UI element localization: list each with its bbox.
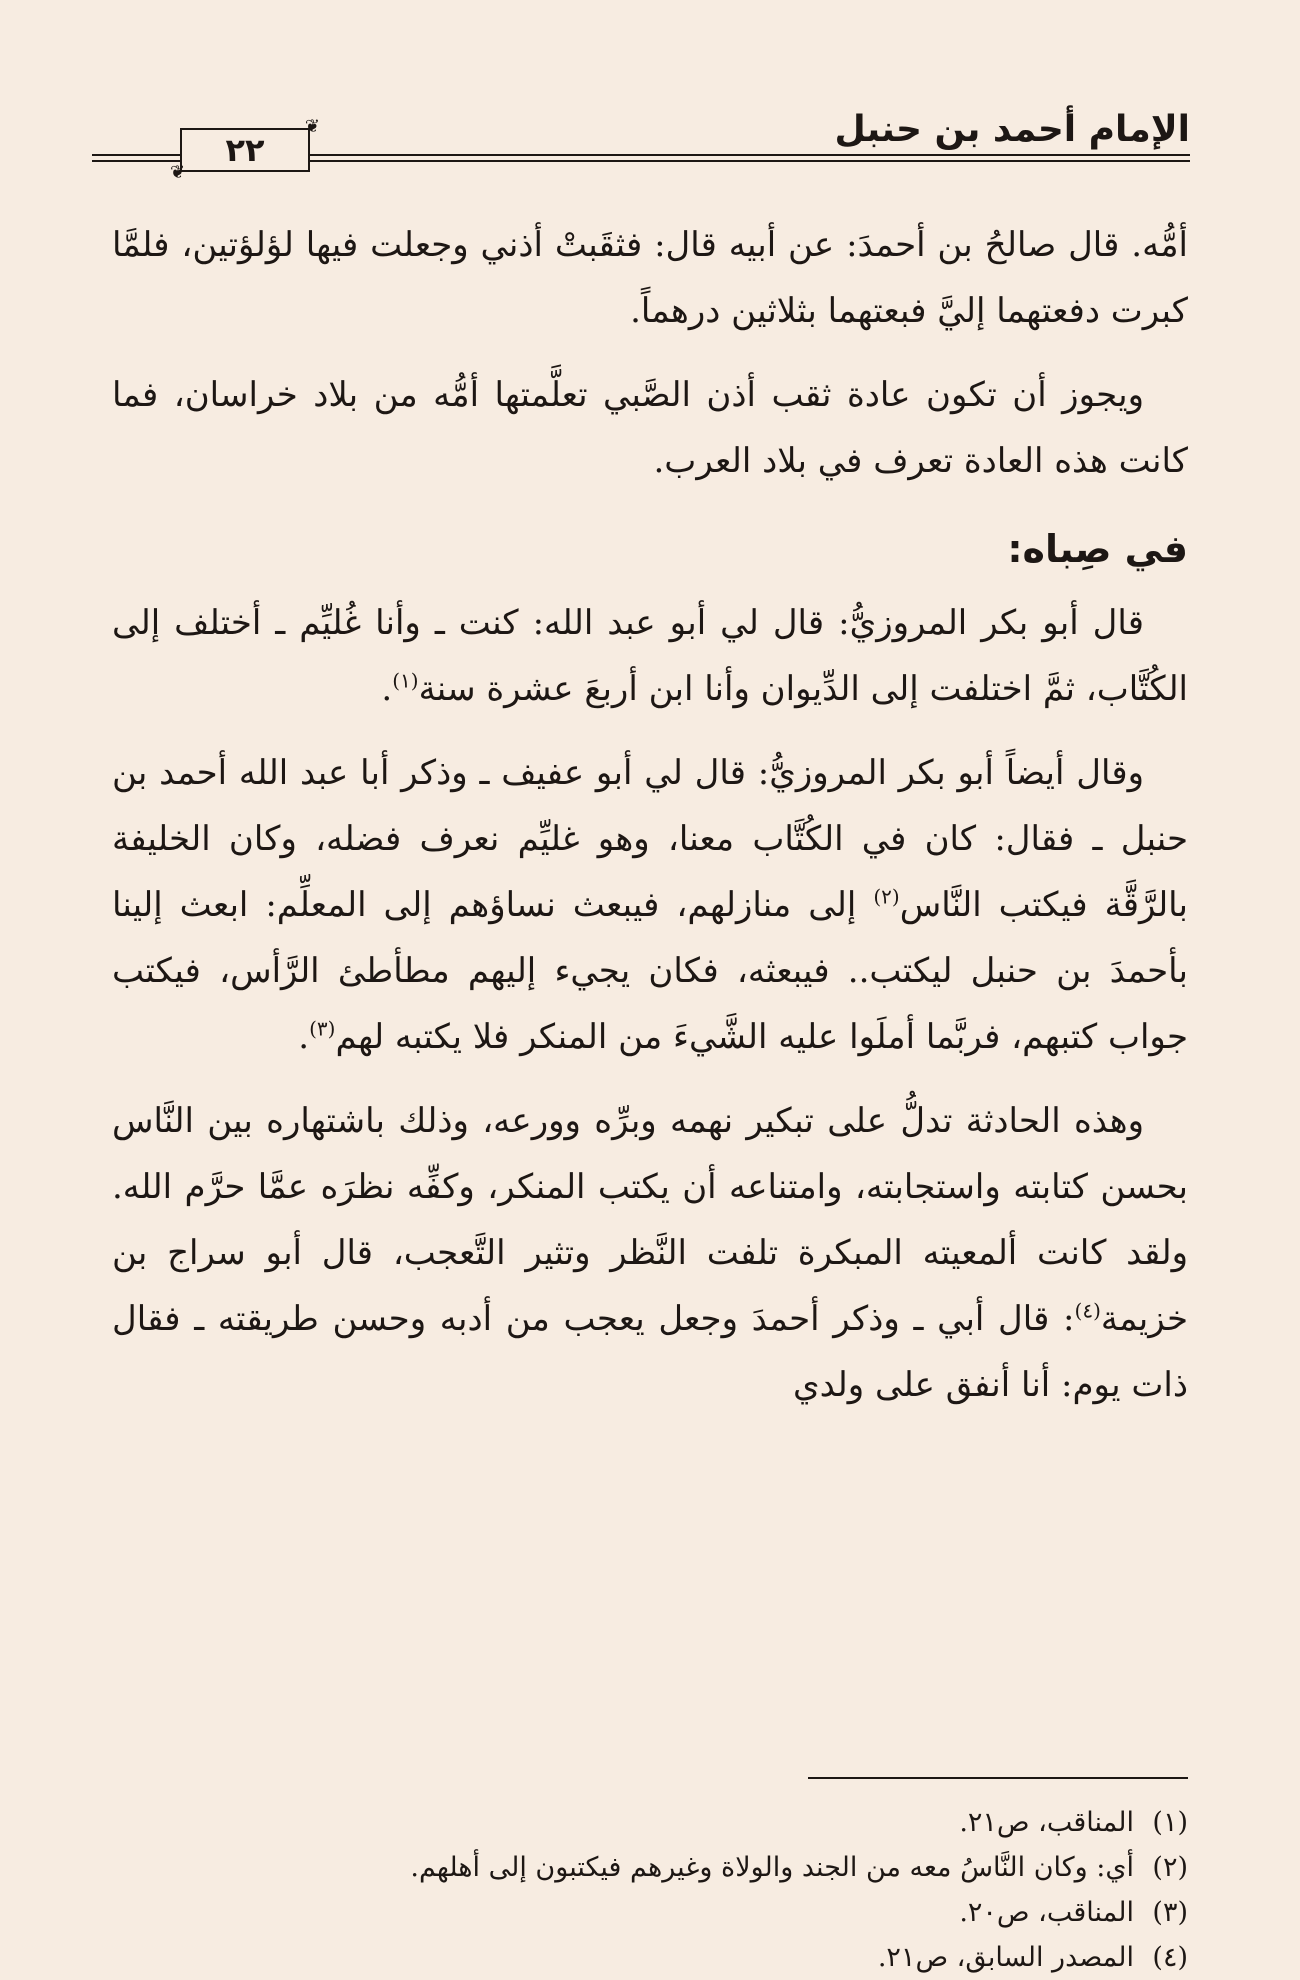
paragraph-4 — [112, 740, 1188, 1070]
footnote-separator — [808, 1777, 1188, 1779]
page-number: ٢٢ — [225, 131, 265, 169]
footnote-item — [112, 1890, 1188, 1935]
footnote-ref-4[interactable]: (٤) — [1074, 1298, 1101, 1323]
paragraph-4-text-b: إلى منازلهم، فيبعث نساؤهم إلى المعلِّم: ابعث إلينا بأحمدَ بن حنبل ليكتب.. فيبعثه، فكان يجيء إليهم مطأطئ الرَّأس، فيكتب جواب كتبهم، فربَّما أملَوا عليه الشَّيءَ من المنكر فلا يكتبه لهم — [112, 885, 1188, 1057]
page-header — [92, 108, 1190, 183]
paragraph-3-end: . — [381, 669, 393, 709]
footnote-text: المصدر السابق، ص٢١. — [877, 1942, 1134, 1973]
footnote-item — [112, 1845, 1188, 1890]
paragraph-5 — [112, 1088, 1188, 1418]
paragraph-4-end: . — [298, 1017, 310, 1057]
paragraph-2: ويجوز أن تكون عادة ثقب أذن الصَّبي تعلَّمتها أمُّه من بلاد خراسان، فما كانت هذه العادة تعرف في بلاد العرب. — [112, 375, 1188, 481]
page-number-frame — [170, 116, 320, 183]
paragraph-4-text-a: وقال أيضاً أبو بكر المروزيُّ: قال لي أبو عفيف ـ وذكر أبا عبد الله أحمد بن حنبل ـ فقال: كان في الكُتَّاب معنا، وهو غليِّم نعرف فضله، وكان الخليفة بالرَّقَّة فيكتب النَّاس — [112, 753, 1188, 925]
section-heading: في صِباه: — [1007, 527, 1188, 571]
footnote-ref-3[interactable]: (٣) — [309, 1016, 336, 1041]
flourish-icon: ❦ — [304, 116, 320, 137]
footnote-number: (٣) — [1152, 1897, 1188, 1928]
footnote-number: (١) — [1152, 1807, 1188, 1838]
footnote-item — [112, 1935, 1188, 1980]
paragraph-5-text-b: : قال أبي ـ وذكر أحمدَ وجعل يعجب من أدبه وحسن طريقته ـ فقال ذات يوم: أنا أنفق على ولدي — [112, 1299, 1188, 1405]
footnote-item — [112, 1800, 1188, 1845]
footnotes-list — [112, 1800, 1188, 1980]
footnote-number: (٢) — [1152, 1852, 1188, 1883]
footnote-text: المناقب، ص٢١. — [959, 1807, 1134, 1838]
page-body — [112, 212, 1188, 1436]
footnote-ref-2[interactable]: (٢) — [873, 884, 900, 909]
running-title: الإمام أحمد بن حنبل — [834, 109, 1190, 150]
footnote-text: أي: وكان النَّاسُ معه من الجند والولاة وغيرهم فيكتبون إلى أهلهم. — [410, 1852, 1134, 1883]
paragraph-1: أمُّه. قال صالحُ بن أحمدَ: عن أبيه قال: فثقَبتْ أذني وجعلت فيها لؤلؤتين، فلمَّا كبرت دفعتهما إليَّ فبعتهما بثلاثين درهماً. — [112, 225, 1188, 331]
paragraph-3 — [112, 590, 1188, 722]
footnote-number: (٤) — [1152, 1942, 1188, 1973]
flourish-icon: ❦ — [170, 162, 186, 183]
footnote-ref-1[interactable]: (١) — [392, 668, 419, 693]
paragraph-5-text-a: وهذه الحادثة تدلُّ على تبكير نهمه وبرِّه وورعه، وذلك باشتهاره بين النَّاس بحسن كتابته واستجابته، وامتناعه أن يكتب المنكر، وكفِّه نظرَه عمَّا حرَّم الله. ولقد كانت ألمعيته المبكرة تلفت النَّظر وتثير التَّعجب، قال أبو سراج بن خزيمة — [112, 1101, 1188, 1339]
footnote-text: المناقب، ص٢٠. — [959, 1897, 1134, 1928]
paragraph-3-text: قال أبو بكر المروزيُّ: قال لي أبو عبد الله: كنت ـ وأنا غُليِّم ـ أختلف إلى الكُتَّاب، ثمَّ اختلفت إلى الدِّيوان وأنا ابن أربعَ عشرة سنة — [112, 603, 1188, 709]
